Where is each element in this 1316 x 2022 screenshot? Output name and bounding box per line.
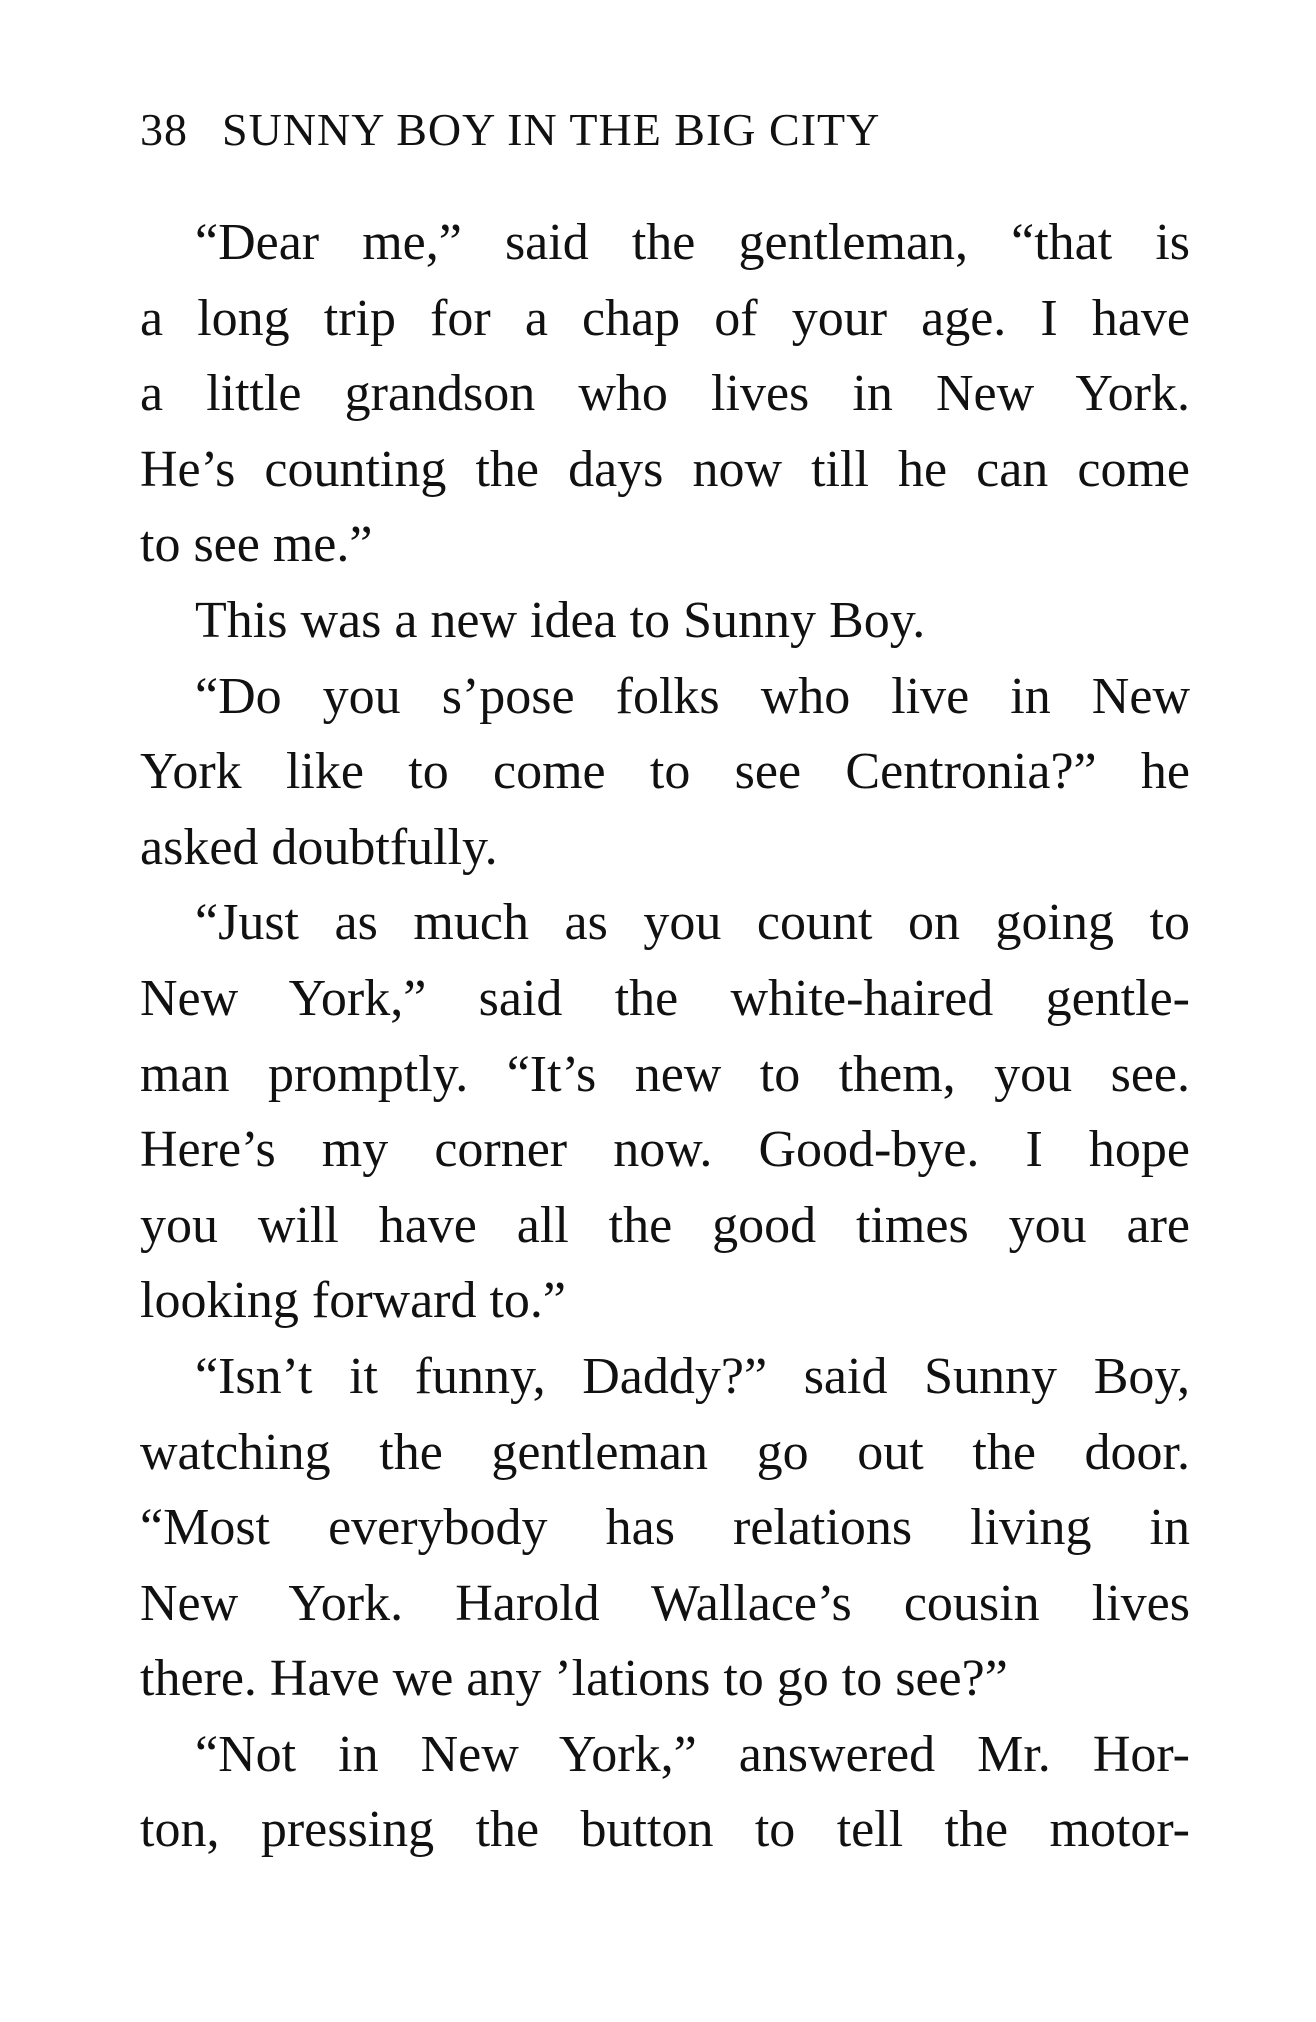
text-line: York like to come to see Centronia?” he — [140, 743, 1190, 801]
text-line: New York,” said the white-haired gentle- — [140, 969, 1190, 1027]
page-number: 38 — [140, 104, 188, 155]
text-line: “Not in New York,” answered Mr. Hor- — [195, 1725, 1190, 1783]
text-line: there. Have we any ’lations to go to see?” — [140, 1650, 1008, 1708]
text-line: “Do you s’pose folks who live in New — [195, 667, 1190, 725]
text-line: This was a new idea to Sunny Boy. — [195, 591, 926, 649]
text-line: to see me.” — [140, 516, 373, 574]
text-line: a long trip for a chap of your age. I have — [140, 289, 1190, 347]
text-line: you will have all the good times you are — [140, 1196, 1190, 1254]
text-line: “Just as much as you count on going to — [195, 894, 1190, 952]
text-line: man promptly. “It’s new to them, you see. — [140, 1045, 1190, 1103]
body-text — [140, 205, 1190, 1868]
text-line: asked doubtfully. — [140, 818, 498, 876]
text-line: “Most everybody has relations living in — [140, 1499, 1190, 1557]
text-line: Here’s my corner now. Good-bye. I hope — [140, 1121, 1190, 1179]
text-line: “Isn’t it funny, Daddy?” said Sunny Boy, — [195, 1347, 1190, 1405]
running-head — [140, 100, 1190, 160]
text-line: watching the gentleman go out the door. — [140, 1423, 1190, 1481]
running-title: SUNNY BOY IN THE BIG CITY — [222, 104, 881, 155]
text-line: “Dear me,” said the gentleman, “that is — [195, 214, 1190, 271]
text-line: a little grandson who lives in New York. — [140, 365, 1190, 423]
text-line: ton, pressing the button to tell the motor- — [140, 1801, 1190, 1859]
text-line: He’s counting the days now till he can come — [140, 440, 1190, 498]
text-line: looking forward to.” — [140, 1272, 567, 1330]
text-line: New York. Harold Wallace’s cousin lives — [140, 1574, 1190, 1632]
